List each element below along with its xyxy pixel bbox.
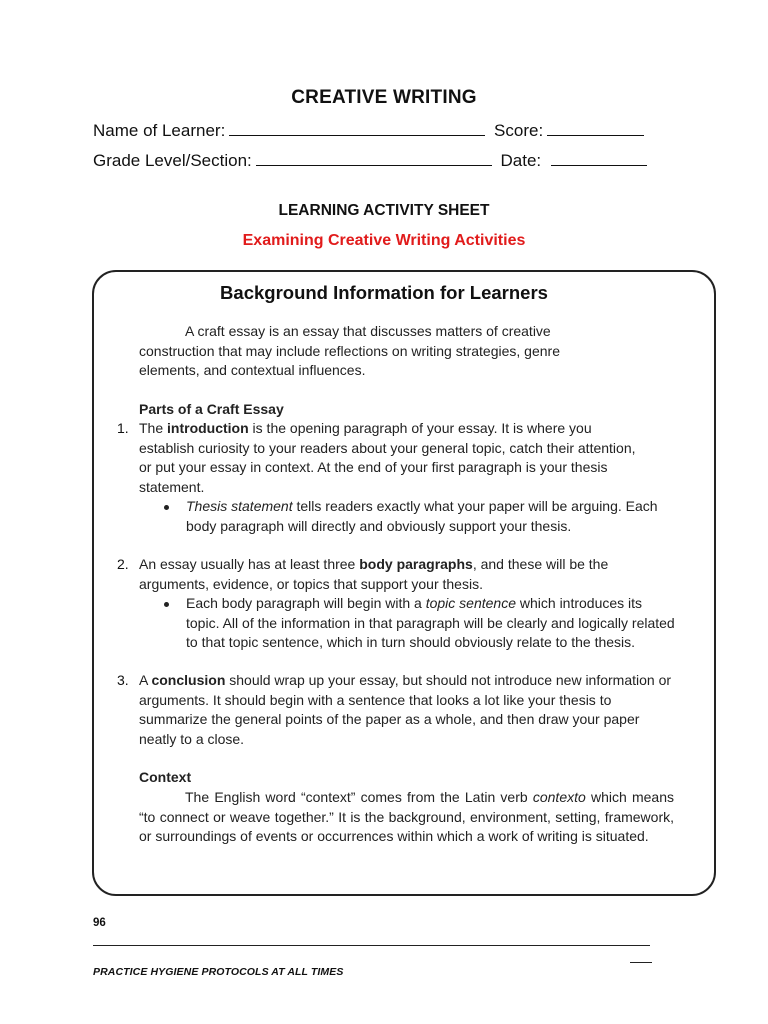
- term-conclusion: conclusion: [151, 672, 226, 688]
- bullet-icon: [164, 505, 169, 510]
- page-title: CREATIVE WRITING: [291, 87, 477, 108]
- bullet-item: Each body paragraph will begin with a topic sentence which introduces its topic. All of the information in that paragraph will be clearly and logically related to that topic sentence, which in turn should obviously relate to the thesis.: [186, 595, 675, 650]
- date-field[interactable]: [551, 151, 647, 166]
- list-item: An essay usually has at least three body paragraphs, and these will be the arguments, evidence, or topics that support your thesis.: [139, 556, 609, 592]
- intro-paragraph: A craft essay is an essay that discusses matters of creative construction that may include reflections on writing strategies, genre elements, and contextual influences.: [139, 323, 560, 378]
- parts-heading: Parts of a Craft Essay: [139, 401, 284, 417]
- date-label: Date:: [500, 151, 542, 170]
- name-label: Name of Learner:: [93, 121, 226, 140]
- bullet-item: Thesis statement tells readers exactly what your paper will be arguing. Each body paragraph will directly and obviously support your thesis.: [186, 498, 658, 534]
- item-number: 3.: [117, 672, 129, 688]
- sheet-subtitle: Examining Creative Writing Activities: [242, 232, 526, 249]
- grade-label: Grade Level/Section:: [93, 151, 252, 170]
- context-paragraph: The English word “context” comes from the Latin verb contexto which means “to connect or weave together.” It is the background, environment, setting, framework, or surroundings of events or occurrences within which a work of writing is situated.: [139, 789, 674, 844]
- score-label: Score:: [494, 121, 544, 140]
- item-number: 1.: [117, 420, 129, 436]
- name-score-row: [93, 121, 648, 141]
- footer-divider: [93, 945, 650, 946]
- term-body-paragraphs: body paragraphs: [359, 556, 473, 572]
- footer-short-divider: [630, 962, 652, 963]
- sheet-title: LEARNING ACTIVITY SHEET: [278, 202, 490, 219]
- name-field[interactable]: [229, 121, 485, 136]
- grade-field[interactable]: [256, 151, 492, 166]
- context-heading: Context: [139, 769, 192, 785]
- footer-motto: PRACTICE HYGIENE PROTOCOLS AT ALL TIMES: [93, 966, 344, 978]
- bullet-icon: [164, 602, 169, 607]
- term-introduction: introduction: [167, 420, 249, 436]
- list-item: A conclusion should wrap up your essay, but should not introduce new information or arguments. It should begin with a sentence that looks a lot like your thesis to summarize the general points of the paper as a whole, and then draw your paper neatly to a close.: [139, 672, 672, 747]
- list-item: The introduction is the opening paragraph of your essay. It is where you establish curiosity to your readers about your general topic, catch their attention, or put your essay in context. At the end of your first paragraph is your thesis statement.: [139, 420, 636, 495]
- score-field[interactable]: [547, 121, 644, 136]
- page-number: 96: [93, 917, 106, 929]
- box-heading: Background Information for Learners: [220, 282, 548, 303]
- grade-date-row: [93, 151, 651, 171]
- item-number: 2.: [117, 556, 129, 572]
